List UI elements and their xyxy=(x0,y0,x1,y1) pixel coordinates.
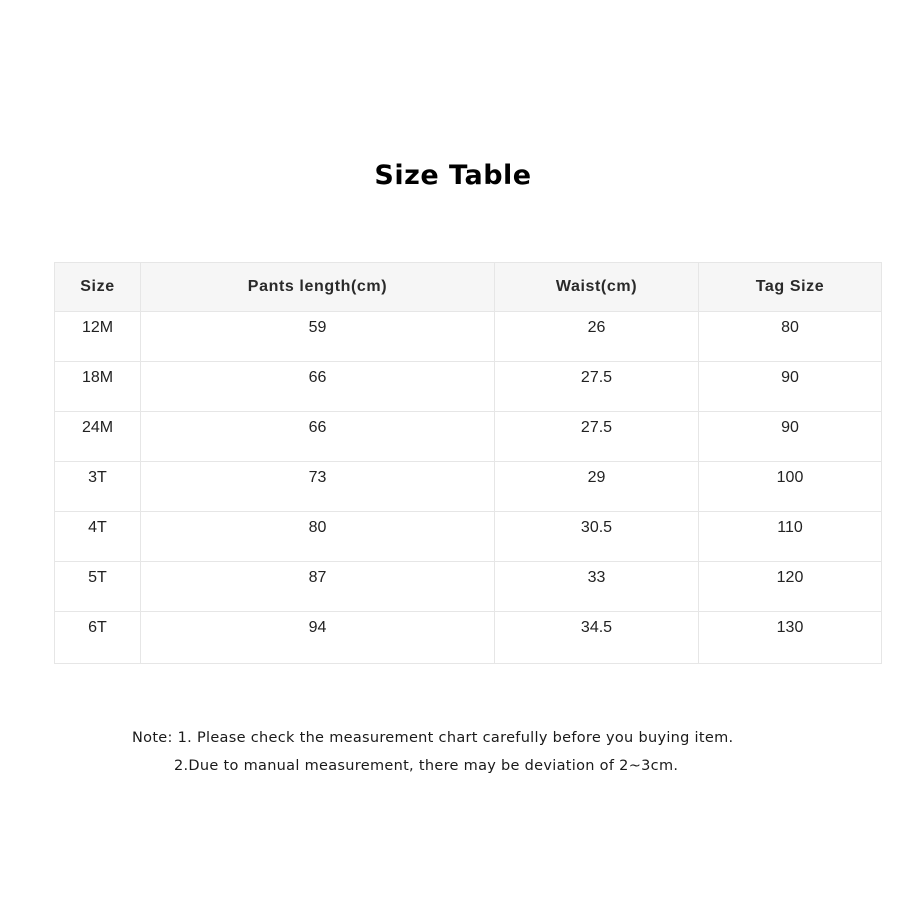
cell-waist: 27.5 xyxy=(495,412,699,462)
table-row xyxy=(55,612,882,664)
table-row xyxy=(55,412,882,462)
cell-tag-size: 100 xyxy=(699,462,882,512)
measurement-notes xyxy=(132,724,733,780)
table-row xyxy=(55,562,882,612)
header-pants-length: Pants length(cm) xyxy=(141,263,495,312)
table-row xyxy=(55,362,882,412)
cell-size: 5T xyxy=(55,562,141,612)
note-line-2: 2.Due to manual measurement, there may be deviation of 2~3cm. xyxy=(174,758,679,774)
cell-size: 6T xyxy=(55,612,141,664)
cell-pants-length: 59 xyxy=(141,312,495,362)
cell-tag-size: 90 xyxy=(699,412,882,462)
cell-size: 4T xyxy=(55,512,141,562)
cell-pants-length: 66 xyxy=(141,362,495,412)
table-row xyxy=(55,312,882,362)
cell-tag-size: 110 xyxy=(699,512,882,562)
cell-waist: 26 xyxy=(495,312,699,362)
header-size: Size xyxy=(55,263,141,312)
cell-waist: 29 xyxy=(495,462,699,512)
cell-pants-length: 80 xyxy=(141,512,495,562)
cell-pants-length: 94 xyxy=(141,612,495,664)
cell-tag-size: 120 xyxy=(699,562,882,612)
size-table-container xyxy=(54,262,881,664)
cell-size: 3T xyxy=(55,462,141,512)
cell-waist: 27.5 xyxy=(495,362,699,412)
cell-size: 12M xyxy=(55,312,141,362)
table-header-row xyxy=(55,263,882,312)
cell-pants-length: 87 xyxy=(141,562,495,612)
cell-tag-size: 130 xyxy=(699,612,882,664)
header-waist: Waist(cm) xyxy=(495,263,699,312)
note-line-1: Note: 1. Please check the measurement chart carefully before you buying item. xyxy=(132,730,734,746)
table-row xyxy=(55,512,882,562)
cell-waist: 30.5 xyxy=(495,512,699,562)
cell-size: 24M xyxy=(55,412,141,462)
cell-tag-size: 90 xyxy=(699,362,882,412)
table-row xyxy=(55,462,882,512)
cell-waist: 34.5 xyxy=(495,612,699,664)
page-title: Size Table xyxy=(374,160,532,191)
header-tag-size: Tag Size xyxy=(699,263,882,312)
cell-size: 18M xyxy=(55,362,141,412)
cell-pants-length: 66 xyxy=(141,412,495,462)
cell-pants-length: 73 xyxy=(141,462,495,512)
size-table xyxy=(54,262,882,664)
cell-waist: 33 xyxy=(495,562,699,612)
cell-tag-size: 80 xyxy=(699,312,882,362)
